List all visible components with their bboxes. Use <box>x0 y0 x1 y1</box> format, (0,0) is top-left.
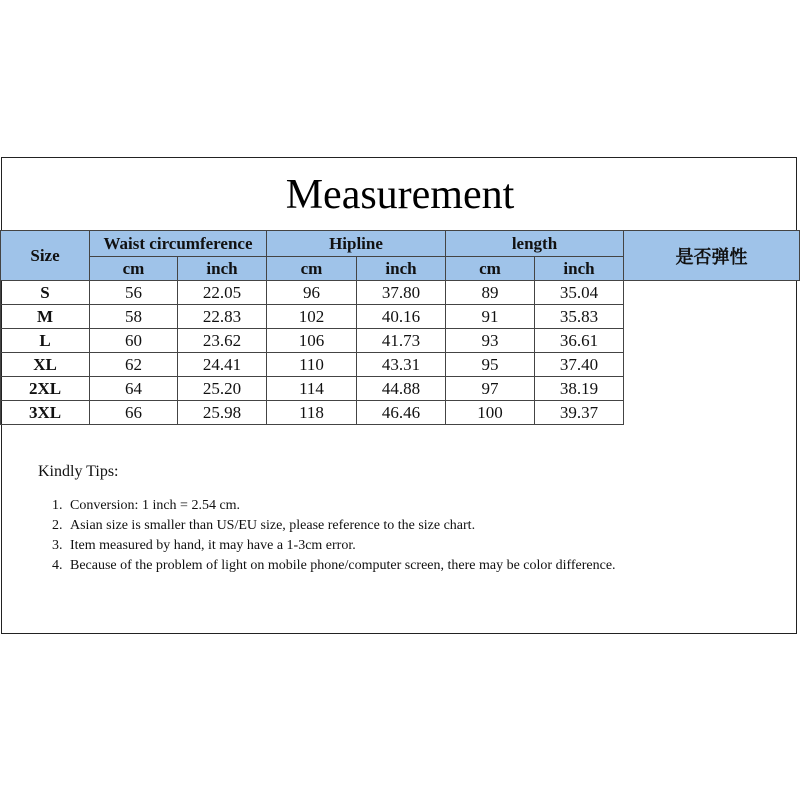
size-cell: L <box>1 329 90 353</box>
table-cell: 106 <box>267 329 357 353</box>
length-header: length <box>446 231 624 257</box>
table-cell: 110 <box>267 353 357 377</box>
table-cell: 37.40 <box>535 353 624 377</box>
table-cell: 35.83 <box>535 305 624 329</box>
table-cell: 22.05 <box>178 281 267 305</box>
unit-header: cm <box>267 257 357 281</box>
table-cell: 118 <box>267 401 357 425</box>
table-cell: 114 <box>267 377 357 401</box>
unit-header: inch <box>178 257 267 281</box>
table-cell: 41.73 <box>357 329 446 353</box>
table-cell: 22.83 <box>178 305 267 329</box>
table-cell: 91 <box>446 305 535 329</box>
table-cell: 60 <box>90 329 178 353</box>
size-cell: 2XL <box>1 377 90 401</box>
table-cell: 44.88 <box>357 377 446 401</box>
size-cell: M <box>1 305 90 329</box>
size-header: Size <box>1 231 90 281</box>
table-cell: 64 <box>90 377 178 401</box>
table-cell: 62 <box>90 353 178 377</box>
table-cell: 23.62 <box>178 329 267 353</box>
table-cell: 66 <box>90 401 178 425</box>
size-cell: 3XL <box>1 401 90 425</box>
elastic-blank-cell <box>624 281 800 425</box>
elastic-header: 是否弹性 <box>624 231 800 281</box>
table-cell: 25.98 <box>178 401 267 425</box>
table-cell: 37.80 <box>357 281 446 305</box>
tips-title: Kindly Tips: <box>38 463 119 480</box>
waist-header: Waist circumference <box>90 231 267 257</box>
table-cell: 56 <box>90 281 178 305</box>
tip-item: 1. Conversion: 1 inch = 2.54 cm. <box>66 496 758 516</box>
tips-section <box>38 462 758 576</box>
table-cell: 38.19 <box>535 377 624 401</box>
table-cell: 93 <box>446 329 535 353</box>
table-cell: 25.20 <box>178 377 267 401</box>
table-cell: 102 <box>267 305 357 329</box>
table-cell: 40.16 <box>357 305 446 329</box>
table-cell: 43.31 <box>357 353 446 377</box>
tip-item: 2. Asian size is smaller than US/EU size, please reference to the size chart. <box>66 516 758 536</box>
tips-list <box>38 496 758 576</box>
table-cell: 39.37 <box>535 401 624 425</box>
unit-header: inch <box>357 257 446 281</box>
table-cell: 95 <box>446 353 535 377</box>
table-cell: 46.46 <box>357 401 446 425</box>
size-table <box>0 230 800 425</box>
table-cell: 97 <box>446 377 535 401</box>
table-cell: 36.61 <box>535 329 624 353</box>
table-cell: 24.41 <box>178 353 267 377</box>
table-cell: 96 <box>267 281 357 305</box>
table-cell: 89 <box>446 281 535 305</box>
page-title: Measurement <box>285 172 515 218</box>
unit-header: inch <box>535 257 624 281</box>
table-row <box>1 281 800 305</box>
table-cell: 35.04 <box>535 281 624 305</box>
unit-header: cm <box>90 257 178 281</box>
table-header-row <box>1 231 800 257</box>
size-cell: S <box>1 281 90 305</box>
tip-item: 3. Item measured by hand, it may have a 1-3cm error. <box>66 536 758 556</box>
tip-item: 4. Because of the problem of light on mobile phone/computer screen, there may be color difference. <box>66 556 758 576</box>
size-cell: XL <box>1 353 90 377</box>
table-cell: 58 <box>90 305 178 329</box>
hipline-header: Hipline <box>267 231 446 257</box>
table-cell: 100 <box>446 401 535 425</box>
unit-header: cm <box>446 257 535 281</box>
